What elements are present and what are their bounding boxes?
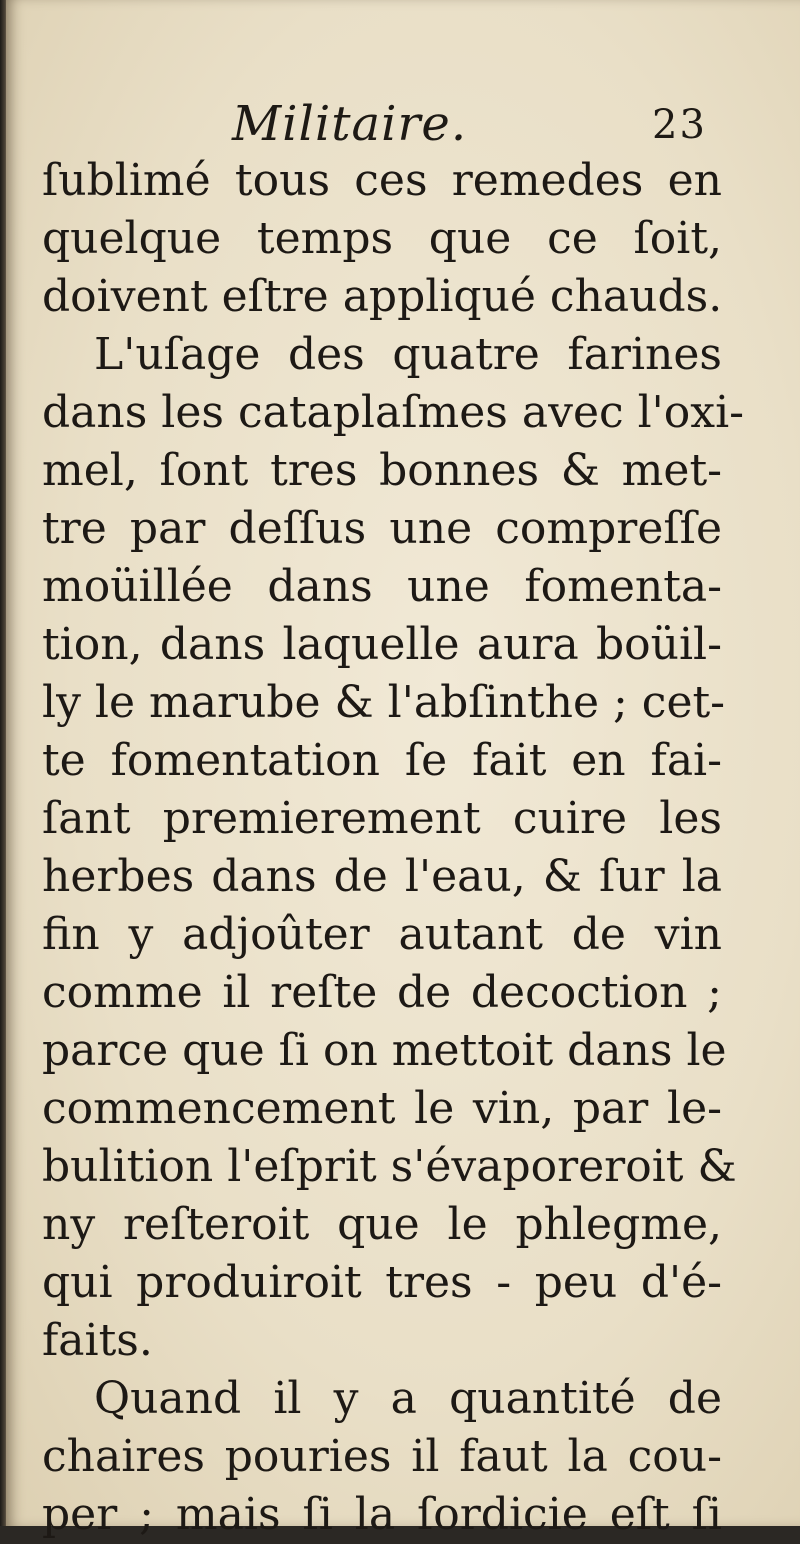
text-line: tion, dans laquelle aura boüil-	[42, 619, 722, 670]
text-line: te fomentation ſe fait en fai-	[42, 735, 722, 786]
text-line: commencement le vin, par le-	[42, 1083, 722, 1134]
text-line: mel, ſont tres bonnes & met-	[42, 445, 722, 496]
paragraph-start-line: L'uſage des quatre farines	[94, 329, 722, 380]
text-line: dans les cataplaſmes avec l'oxi-	[42, 387, 745, 438]
book-page	[6, 0, 800, 1540]
text-line: ſublimé tous ces remedes en	[42, 155, 722, 206]
page-number: 23	[652, 102, 707, 148]
text-line: qui produiroit tres - peu d'é-	[42, 1257, 722, 1308]
text-line: fin y adjoûter autant de vin	[42, 909, 722, 960]
text-line: moüillée dans une fomenta-	[42, 561, 722, 612]
text-line: bulition l'eſprit s'évaporeroit &	[42, 1141, 737, 1192]
text-line: herbes dans de l'eau, & ſur la	[42, 851, 722, 902]
text-line: ly le marube & l'abſinthe ; cet-	[42, 677, 726, 728]
text-line: per ; mais ſi la ſordicie eſt ſi	[42, 1489, 722, 1540]
page-header	[6, 96, 800, 156]
running-head: Militaire.	[232, 96, 468, 152]
text-line: chaires pouries il faut la cou-	[42, 1431, 722, 1482]
text-line: doivent eſtre appliqué chauds.	[42, 271, 723, 322]
text-line: parce que ſi on mettoit dans le	[42, 1025, 727, 1076]
text-line: quelque temps que ce ſoit,	[42, 213, 722, 264]
paragraph-start-line: Quand il y a quantité de	[94, 1373, 722, 1424]
text-line: ny reſteroit que le phlegme,	[42, 1199, 722, 1250]
text-line: tre par deſſus une compreſſe	[42, 503, 722, 554]
text-line: faits.	[42, 1315, 153, 1366]
text-line: comme il reſte de decoction ;	[42, 967, 722, 1018]
text-line: ſant premierement cuire les	[42, 793, 722, 844]
